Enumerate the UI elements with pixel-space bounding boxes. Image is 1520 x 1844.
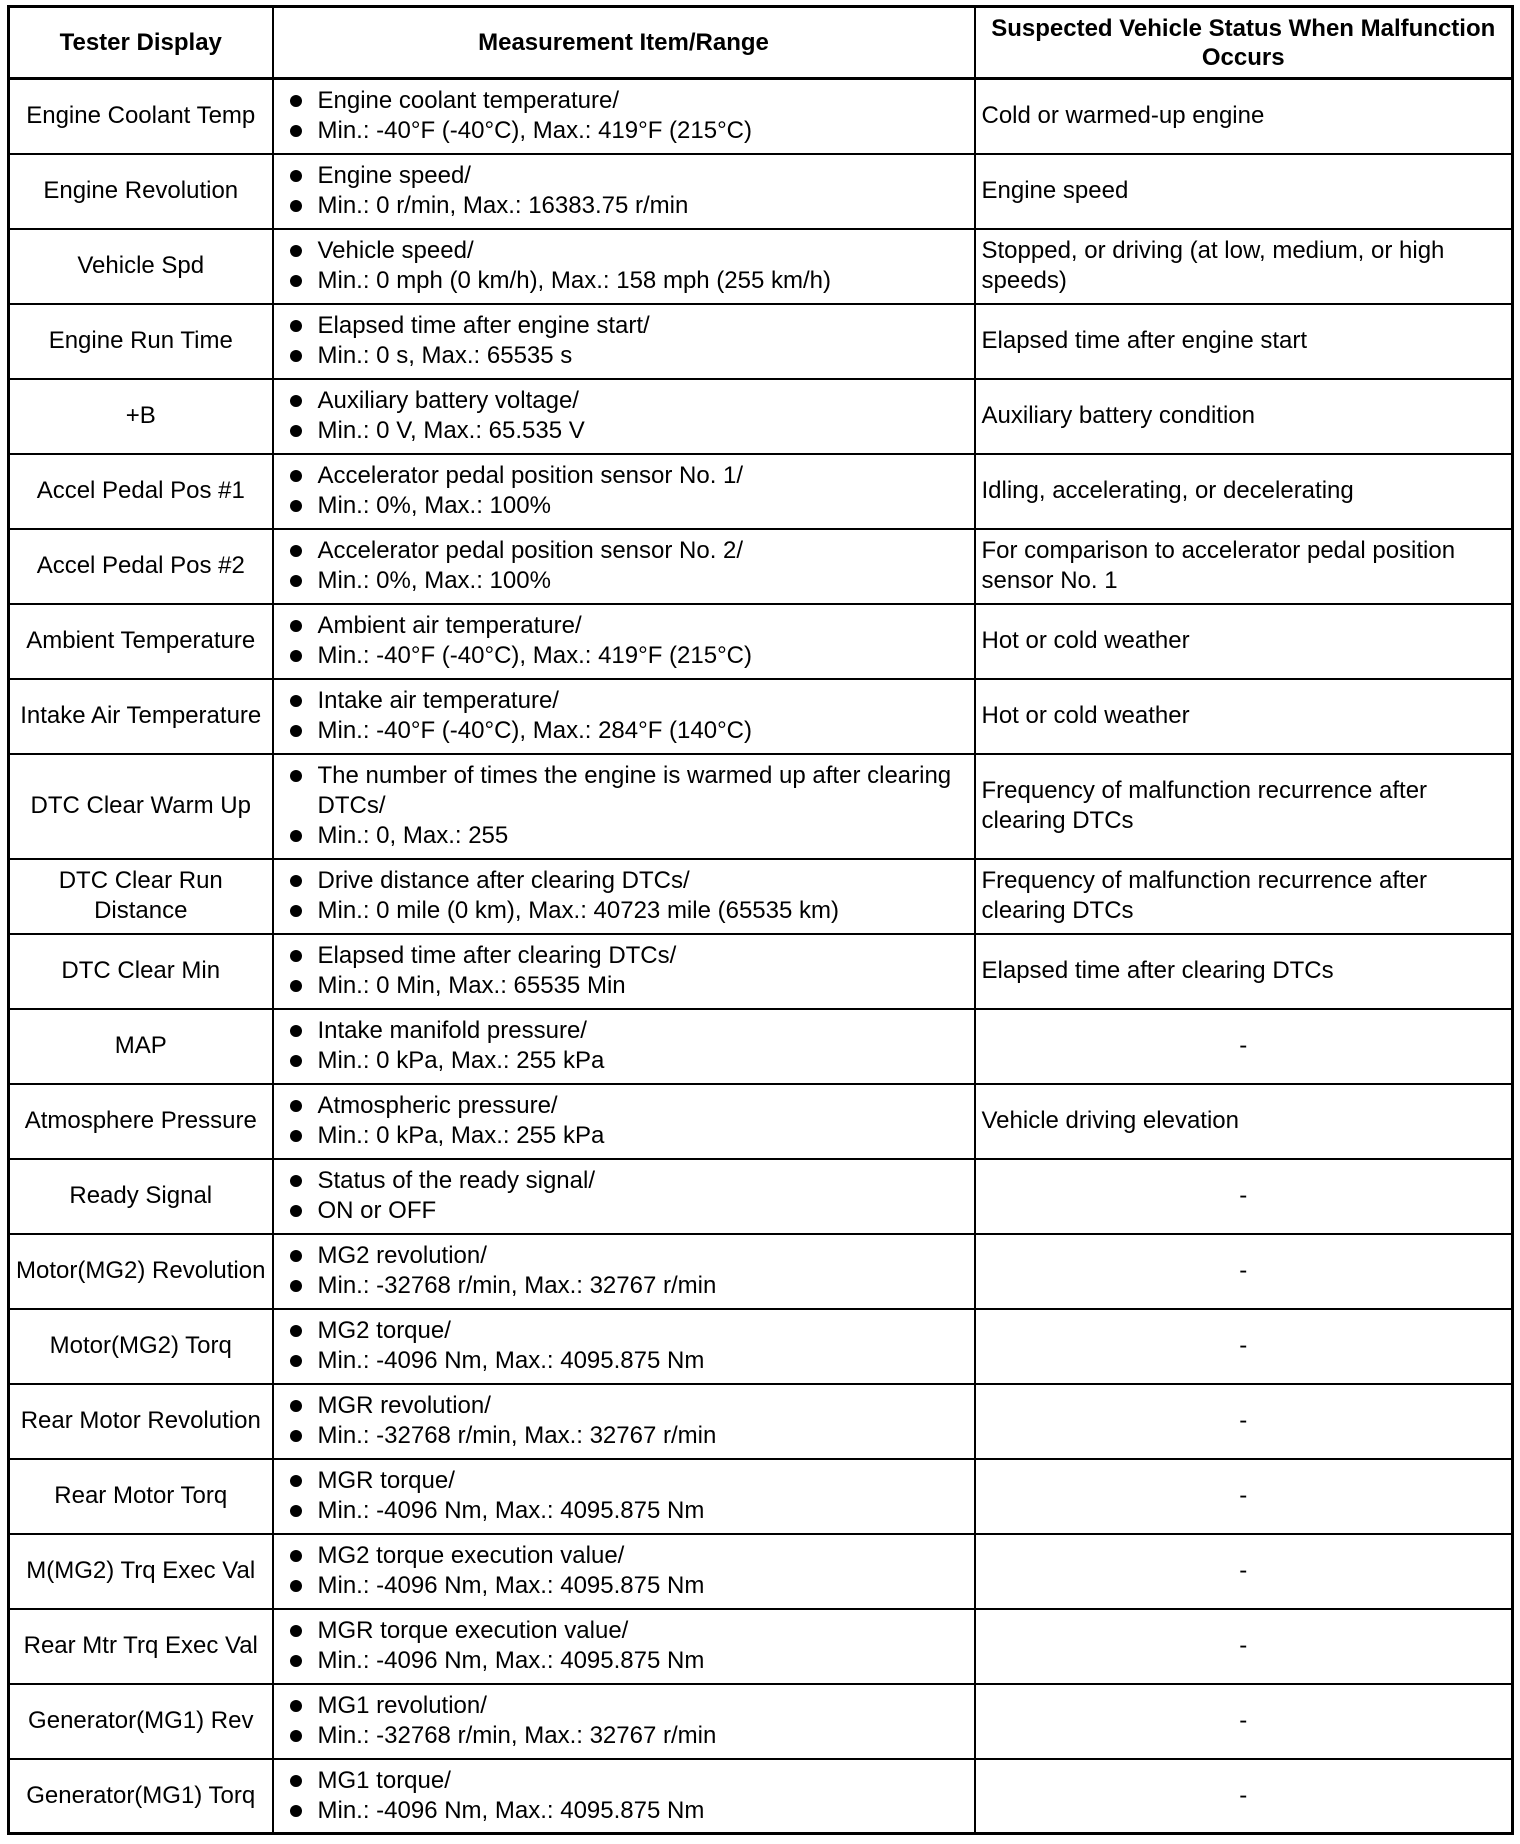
table-row bbox=[9, 454, 1513, 529]
suspected-status-cell: Hot or cold weather bbox=[975, 604, 1513, 679]
suspected-status-cell: Auxiliary battery condition bbox=[975, 379, 1513, 454]
table-row bbox=[9, 529, 1513, 604]
bullet-list bbox=[280, 1616, 968, 1676]
measurement-range-cell bbox=[273, 1084, 975, 1159]
measurement-range: Min.: 0 s, Max.: 65535 s bbox=[280, 341, 968, 371]
tester-display-cell: Engine Coolant Temp bbox=[9, 79, 273, 154]
measurement-range: Min.: 0 V, Max.: 65.535 V bbox=[280, 416, 968, 446]
table-row bbox=[9, 304, 1513, 379]
bullet-list bbox=[280, 536, 968, 596]
measurement-range: Min.: -4096 Nm, Max.: 4095.875 Nm bbox=[280, 1346, 968, 1376]
measurement-range: Min.: -32768 r/min, Max.: 32767 r/min bbox=[280, 1271, 968, 1301]
tester-display-cell: Generator(MG1) Rev bbox=[9, 1684, 273, 1759]
table-row bbox=[9, 1609, 1513, 1684]
tester-data-table bbox=[7, 5, 1514, 1835]
measurement-range: Min.: 0, Max.: 255 bbox=[280, 821, 968, 851]
measurement-range-cell bbox=[273, 859, 975, 934]
bullet-list bbox=[280, 86, 968, 146]
measurement-range-cell bbox=[273, 934, 975, 1009]
measurement-range: Min.: -4096 Nm, Max.: 4095.875 Nm bbox=[280, 1796, 968, 1826]
suspected-status-cell: Hot or cold weather bbox=[975, 679, 1513, 754]
table-row bbox=[9, 1159, 1513, 1234]
suspected-status-cell: - bbox=[975, 1384, 1513, 1459]
suspected-status-cell: - bbox=[975, 1684, 1513, 1759]
table-row bbox=[9, 1534, 1513, 1609]
tester-display-cell: M(MG2) Trq Exec Val bbox=[9, 1534, 273, 1609]
suspected-status-cell: - bbox=[975, 1234, 1513, 1309]
measurement-item: Ambient air temperature/ bbox=[280, 611, 968, 641]
tester-display-cell: Rear Motor Torq bbox=[9, 1459, 273, 1534]
tester-display-cell: +B bbox=[9, 379, 273, 454]
measurement-item: MG2 torque execution value/ bbox=[280, 1541, 968, 1571]
suspected-status-cell: - bbox=[975, 1609, 1513, 1684]
bullet-list bbox=[280, 1541, 968, 1601]
measurement-item: Vehicle speed/ bbox=[280, 236, 968, 266]
measurement-item: Engine coolant temperature/ bbox=[280, 86, 968, 116]
suspected-status-cell: - bbox=[975, 1309, 1513, 1384]
tester-display-cell: Atmosphere Pressure bbox=[9, 1084, 273, 1159]
tester-display-cell: MAP bbox=[9, 1009, 273, 1084]
measurement-item: Auxiliary battery voltage/ bbox=[280, 386, 968, 416]
suspected-status-cell: - bbox=[975, 1159, 1513, 1234]
measurement-range-cell bbox=[273, 1384, 975, 1459]
tester-display-cell: DTC Clear Warm Up bbox=[9, 754, 273, 859]
tester-display-cell: DTC Clear Min bbox=[9, 934, 273, 1009]
bullet-list bbox=[280, 386, 968, 446]
tester-display-cell: Vehicle Spd bbox=[9, 229, 273, 304]
suspected-status-cell: Cold or warmed-up engine bbox=[975, 79, 1513, 154]
table-row bbox=[9, 1234, 1513, 1309]
table-row bbox=[9, 754, 1513, 859]
measurement-item: The number of times the engine is warmed up after clearing DTCs/ bbox=[280, 761, 968, 821]
tester-display-cell: Engine Revolution bbox=[9, 154, 273, 229]
measurement-item: MGR torque execution value/ bbox=[280, 1616, 968, 1646]
measurement-range-cell bbox=[273, 679, 975, 754]
measurement-item: Status of the ready signal/ bbox=[280, 1166, 968, 1196]
measurement-item: Accelerator pedal position sensor No. 1/ bbox=[280, 461, 968, 491]
measurement-range: Min.: -40°F (-40°C), Max.: 284°F (140°C) bbox=[280, 716, 968, 746]
measurement-item: Intake manifold pressure/ bbox=[280, 1016, 968, 1046]
measurement-range: Min.: -4096 Nm, Max.: 4095.875 Nm bbox=[280, 1496, 968, 1526]
measurement-range-cell bbox=[273, 229, 975, 304]
suspected-status-cell: Engine speed bbox=[975, 154, 1513, 229]
measurement-item: Accelerator pedal position sensor No. 2/ bbox=[280, 536, 968, 566]
measurement-item: MG1 revolution/ bbox=[280, 1691, 968, 1721]
bullet-list bbox=[280, 236, 968, 296]
bullet-list bbox=[280, 611, 968, 671]
bullet-list bbox=[280, 1016, 968, 1076]
measurement-range-cell bbox=[273, 79, 975, 154]
header-tester-display: Tester Display bbox=[9, 7, 273, 79]
tester-display-cell: Motor(MG2) Revolution bbox=[9, 1234, 273, 1309]
table-row bbox=[9, 1759, 1513, 1834]
bullet-list bbox=[280, 1241, 968, 1301]
bullet-list bbox=[280, 761, 968, 851]
measurement-range-cell bbox=[273, 379, 975, 454]
bullet-list bbox=[280, 461, 968, 521]
measurement-range-cell bbox=[273, 1684, 975, 1759]
tester-display-cell: Intake Air Temperature bbox=[9, 679, 273, 754]
measurement-range: Min.: -32768 r/min, Max.: 32767 r/min bbox=[280, 1721, 968, 1751]
table-row bbox=[9, 859, 1513, 934]
measurement-item: MGR torque/ bbox=[280, 1466, 968, 1496]
measurement-range: Min.: 0 kPa, Max.: 255 kPa bbox=[280, 1046, 968, 1076]
measurement-item: MG2 torque/ bbox=[280, 1316, 968, 1346]
measurement-item: MG1 torque/ bbox=[280, 1766, 968, 1796]
tester-display-cell: Motor(MG2) Torq bbox=[9, 1309, 273, 1384]
tester-display-cell: Ready Signal bbox=[9, 1159, 273, 1234]
measurement-item: Engine speed/ bbox=[280, 161, 968, 191]
table-row bbox=[9, 379, 1513, 454]
measurement-range: Min.: 0%, Max.: 100% bbox=[280, 491, 968, 521]
measurement-item: Intake air temperature/ bbox=[280, 686, 968, 716]
bullet-list bbox=[280, 1091, 968, 1151]
measurement-range: Min.: 0 kPa, Max.: 255 kPa bbox=[280, 1121, 968, 1151]
table-row bbox=[9, 79, 1513, 154]
tester-display-cell: Accel Pedal Pos #2 bbox=[9, 529, 273, 604]
suspected-status-cell: - bbox=[975, 1759, 1513, 1834]
measurement-range: Min.: -40°F (-40°C), Max.: 419°F (215°C) bbox=[280, 641, 968, 671]
table-row bbox=[9, 154, 1513, 229]
measurement-item: MG2 revolution/ bbox=[280, 1241, 968, 1271]
measurement-range-cell bbox=[273, 454, 975, 529]
table-row bbox=[9, 1084, 1513, 1159]
measurement-range-cell bbox=[273, 1609, 975, 1684]
tester-display-cell: DTC Clear Run Distance bbox=[9, 859, 273, 934]
measurement-range-cell bbox=[273, 1159, 975, 1234]
bullet-list bbox=[280, 1691, 968, 1751]
measurement-range-cell bbox=[273, 1759, 975, 1834]
suspected-status-cell: - bbox=[975, 1534, 1513, 1609]
suspected-status-cell: For comparison to accelerator pedal position sensor No. 1 bbox=[975, 529, 1513, 604]
tester-display-cell: Rear Motor Revolution bbox=[9, 1384, 273, 1459]
measurement-item: Atmospheric pressure/ bbox=[280, 1091, 968, 1121]
measurement-range-cell bbox=[273, 304, 975, 379]
tester-display-cell: Engine Run Time bbox=[9, 304, 273, 379]
suspected-status-cell: - bbox=[975, 1459, 1513, 1534]
measurement-item: Elapsed time after engine start/ bbox=[280, 311, 968, 341]
suspected-status-cell: Stopped, or driving (at low, medium, or high speeds) bbox=[975, 229, 1513, 304]
tester-display-cell: Generator(MG1) Torq bbox=[9, 1759, 273, 1834]
measurement-item: Drive distance after clearing DTCs/ bbox=[280, 866, 968, 896]
tester-display-cell: Ambient Temperature bbox=[9, 604, 273, 679]
measurement-range: Min.: -32768 r/min, Max.: 32767 r/min bbox=[280, 1421, 968, 1451]
measurement-range-cell bbox=[273, 754, 975, 859]
table-row bbox=[9, 604, 1513, 679]
measurement-range: Min.: 0 r/min, Max.: 16383.75 r/min bbox=[280, 191, 968, 221]
bullet-list bbox=[280, 161, 968, 221]
measurement-range-cell bbox=[273, 1309, 975, 1384]
table-row bbox=[9, 1459, 1513, 1534]
table-row bbox=[9, 1384, 1513, 1459]
measurement-range-cell bbox=[273, 1234, 975, 1309]
suspected-status-cell: Frequency of malfunction recurrence after clearing DTCs bbox=[975, 859, 1513, 934]
suspected-status-cell: - bbox=[975, 1009, 1513, 1084]
suspected-status-cell: Idling, accelerating, or decelerating bbox=[975, 454, 1513, 529]
measurement-range: ON or OFF bbox=[280, 1196, 968, 1226]
measurement-item: MGR revolution/ bbox=[280, 1391, 968, 1421]
table-body bbox=[9, 79, 1513, 1834]
bullet-list bbox=[280, 686, 968, 746]
tester-display-cell: Accel Pedal Pos #1 bbox=[9, 454, 273, 529]
table-row bbox=[9, 229, 1513, 304]
measurement-range-cell bbox=[273, 154, 975, 229]
bullet-list bbox=[280, 311, 968, 371]
bullet-list bbox=[280, 1391, 968, 1451]
measurement-range: Min.: 0 mile (0 km), Max.: 40723 mile (65535 km) bbox=[280, 896, 968, 926]
suspected-status-cell: Frequency of malfunction recurrence after clearing DTCs bbox=[975, 754, 1513, 859]
measurement-range: Min.: 0%, Max.: 100% bbox=[280, 566, 968, 596]
measurement-range: Min.: -40°F (-40°C), Max.: 419°F (215°C) bbox=[280, 116, 968, 146]
measurement-range-cell bbox=[273, 1534, 975, 1609]
suspected-status-cell: Vehicle driving elevation bbox=[975, 1084, 1513, 1159]
measurement-range-cell bbox=[273, 604, 975, 679]
header-measurement-range: Measurement Item/Range bbox=[273, 7, 975, 79]
suspected-status-cell: Elapsed time after engine start bbox=[975, 304, 1513, 379]
table-row bbox=[9, 679, 1513, 754]
table-row bbox=[9, 1309, 1513, 1384]
measurement-range-cell bbox=[273, 529, 975, 604]
bullet-list bbox=[280, 1316, 968, 1376]
measurement-range: Min.: -4096 Nm, Max.: 4095.875 Nm bbox=[280, 1646, 968, 1676]
measurement-range-cell bbox=[273, 1459, 975, 1534]
measurement-item: Elapsed time after clearing DTCs/ bbox=[280, 941, 968, 971]
bullet-list bbox=[280, 1466, 968, 1526]
bullet-list bbox=[280, 941, 968, 1001]
bullet-list bbox=[280, 866, 968, 926]
bullet-list bbox=[280, 1766, 968, 1826]
suspected-status-cell: Elapsed time after clearing DTCs bbox=[975, 934, 1513, 1009]
measurement-range: Min.: -4096 Nm, Max.: 4095.875 Nm bbox=[280, 1571, 968, 1601]
tester-display-cell: Rear Mtr Trq Exec Val bbox=[9, 1609, 273, 1684]
measurement-range: Min.: 0 mph (0 km/h), Max.: 158 mph (255 km/h) bbox=[280, 266, 968, 296]
table-row bbox=[9, 1009, 1513, 1084]
measurement-range-cell bbox=[273, 1009, 975, 1084]
table-row bbox=[9, 1684, 1513, 1759]
header-suspected-status: Suspected Vehicle Status When Malfunction Occurs bbox=[975, 7, 1513, 79]
table-row bbox=[9, 934, 1513, 1009]
header-row bbox=[9, 7, 1513, 79]
measurement-range: Min.: 0 Min, Max.: 65535 Min bbox=[280, 971, 968, 1001]
bullet-list bbox=[280, 1166, 968, 1226]
